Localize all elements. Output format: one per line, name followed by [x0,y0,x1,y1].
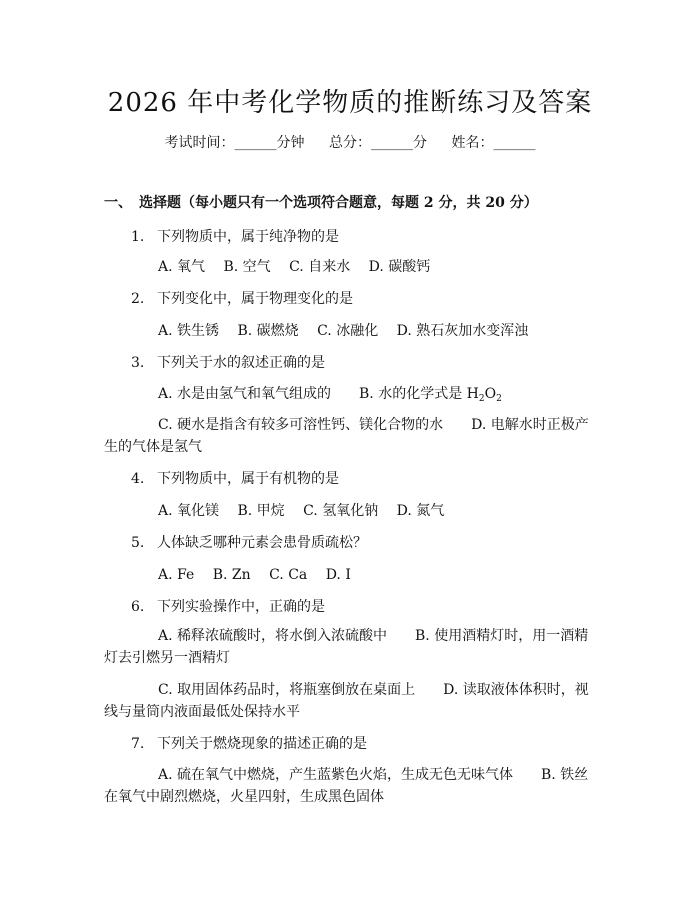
question-number: 3. [131,355,145,371]
question-number: 6. [131,599,145,615]
question-text: 下列实验操作中，正确的是 [157,599,325,615]
question-5 [131,532,367,552]
question-text: 下列物质中，属于有机物的是 [157,471,339,487]
exam-meta [0,132,700,152]
question-2 [131,288,353,308]
question-1 [131,226,339,246]
question-3-options-ab: A. 水是由氢气和氧气组成的 B. 水的化学式是 $H_2O_2$ [158,386,502,404]
question-1-options: A. 氧气 B. 空气 C. 自来水 D. 碳酸钙 [158,259,431,275]
question-text: 下列关于水的叙述正确的是 [157,355,325,371]
question-text: 下列变化中，属于物理变化的是 [157,291,353,307]
question-number: 5. [131,535,145,551]
question-text: 下列物质中，属于纯净物的是 [157,229,339,245]
question-4 [131,468,339,488]
question-2-options: A. 铁生锈 B. 碳燃烧 C. 冰融化 D. 熟石灰加水变浑浊 [158,323,529,339]
question-6-options-cd: C. 取用固体药品时，将瓶塞倒放在桌面上 D. 读取液体体积时，视线与量筒内液面最低处保持水平 [104,682,589,720]
question-number: 1. [131,229,145,245]
question-4-options: A. 氧化镁 B. 甲烷 C. 氢氧化钠 D. 氮气 [158,503,445,519]
total-score: 总分：______分 [329,135,427,151]
question-6 [131,596,325,616]
question-text: 人体缺乏哪种元素会患骨质疏松？ [157,535,367,551]
section-heading: 一、 选择题（每小题只有一个选项符合题意，每题 2 分，共 20 分） [104,195,538,211]
student-name: 姓名：______ [451,135,536,151]
exam-time: 考试时间：______分钟 [164,135,305,151]
question-7-options-ab: A. 硫在氧气中燃烧，产生蓝紫色火焰，生成无色无味气体 B. 铁丝在氧气中剧烈燃烧，火星四射，生成黑色固体 [104,767,589,805]
question-7 [131,733,367,753]
question-6-options-ab: A. 稀释浓硫酸时，将水倒入浓硫酸中 B. 使用酒精灯时，用一酒精灯去引燃另一酒精灯 [104,628,589,666]
question-3 [131,352,325,372]
question-3-options-cd: C. 硬水是指含有较多可溶性钙、镁化合物的水 D. 电解水时正极产生的气体是氢气 [104,417,589,455]
question-number: 7. [131,736,145,752]
question-5-options: A. Fe B. Zn C. Ca D. I [158,567,351,583]
page-title: 2026 年中考化学物质的推断练习及答案 [107,88,593,118]
question-text: 下列关于燃烧现象的描述正确的是 [157,736,367,752]
question-number: 2. [131,291,145,307]
question-number: 4. [131,471,145,487]
